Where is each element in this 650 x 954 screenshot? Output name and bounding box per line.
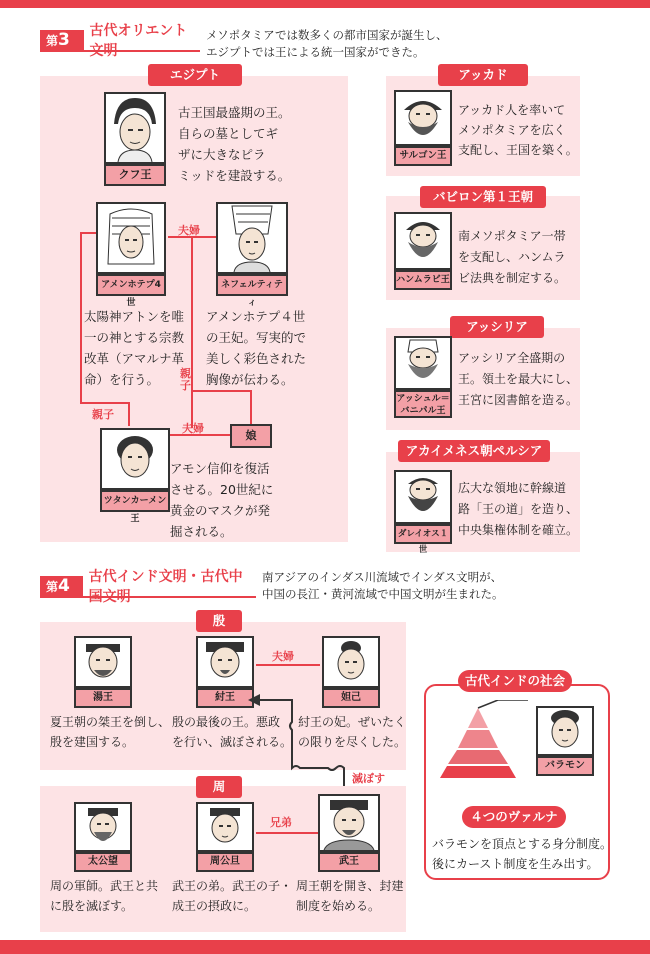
desc-line: 武王の弟。武王の子・	[172, 879, 293, 893]
desc-line: メソポタミアを広く	[458, 123, 566, 137]
intro-line: エジプトでは王による統一国家ができた。	[206, 45, 425, 59]
desc-line: アモン信仰を復活	[170, 461, 270, 476]
destroy-arrow	[244, 690, 364, 800]
desc-line: 制度を始める。	[296, 899, 381, 913]
nefertiti-name: ネフェルティティ	[216, 274, 288, 296]
varna-header: ４つのヴァルナ	[462, 806, 566, 828]
tutankhamun-desc	[170, 458, 273, 542]
desc-line: の限りを尽くした。	[298, 735, 407, 749]
desc-line: 自らの墓としてギ	[178, 126, 279, 141]
desc-line: 成王の摂政に。	[172, 899, 257, 913]
wu-king-portrait	[318, 794, 380, 852]
sargon-name: サルゴン王	[394, 146, 452, 166]
desc-line: アッシリア全盛期の	[458, 351, 566, 365]
desc-line: 一の神とする宗教	[84, 330, 185, 345]
desc-line: 支配し、王国を築く。	[458, 143, 578, 157]
varna-desc	[432, 834, 612, 874]
desc-line: 周王朝を開き、封建	[296, 879, 404, 893]
amenhotep-desc	[84, 306, 184, 390]
brothers-line	[256, 832, 318, 834]
amenhotep-name: アメンホテプ4世	[96, 274, 166, 296]
duke-zhou-name: 周公旦	[196, 852, 254, 872]
desc-line: 掘される。	[170, 524, 233, 539]
desc-line: 路「王の道」を造り、	[458, 502, 579, 516]
desc-line: 夏王朝の桀王を倒し、	[50, 715, 171, 729]
parent-line	[80, 402, 130, 404]
khufu-portrait	[104, 92, 166, 164]
taigong-name: 太公望	[74, 852, 132, 872]
persia-header: アカイメネス朝ペルシア	[398, 440, 550, 462]
khufu-name: クフ王	[104, 164, 166, 186]
nefertiti-desc	[206, 306, 306, 390]
desc-line: 周の軍師。武王と共	[50, 879, 159, 893]
hammurabi-name: ハンムラビ王	[394, 270, 452, 290]
tutankhamun-name: ツタンカーメン王	[100, 490, 170, 512]
hammurabi-desc	[458, 226, 566, 289]
yin-destroy-label: 滅ぼす	[352, 772, 385, 785]
desc-line: させる。20世紀に	[170, 482, 274, 497]
egypt-parent-label-2: 親子	[180, 367, 191, 392]
taigong-portrait	[74, 802, 132, 852]
chapter-4-heading	[40, 569, 256, 612]
couple-line	[256, 664, 320, 666]
tang-portrait	[74, 636, 132, 688]
zhou-header: 周	[196, 776, 242, 798]
zhou-brothers-label: 兄弟	[270, 816, 292, 829]
egypt-couple-label-2: 夫婦	[182, 422, 204, 435]
chapter-3-title: 古代オリエント文明	[89, 23, 188, 59]
desc-line: 古王国最盛期の王。	[178, 105, 291, 120]
daji-name: 妲己	[322, 688, 380, 708]
ashurbanipal-portrait	[394, 336, 452, 390]
babylon-header: バビロン第１王朝	[420, 186, 546, 208]
egypt-parent-label-1: 親子	[92, 408, 114, 421]
desc-line: バラモンを頂点とする身分制度。	[432, 837, 613, 851]
intro-line: 中国の長江・黄河流域で中国文明が生まれた。	[262, 587, 504, 601]
desc-line: 南メソポタミア一帯	[458, 229, 566, 243]
brahmin-portrait	[536, 706, 594, 756]
name-line: バニパル王	[400, 406, 446, 416]
desc-line: 胸像が伝わる。	[206, 372, 294, 387]
desc-line: を行い、滅ぼされる。	[172, 735, 293, 749]
desc-line: 美しく彩色された	[206, 351, 307, 366]
yin-couple-label: 夫婦	[272, 650, 294, 663]
egypt-couple-label: 夫婦	[178, 224, 200, 237]
desc-line: 命）を行う。	[84, 372, 160, 387]
desc-line: 王宮に図書館を造る。	[458, 393, 579, 407]
parent-line	[250, 390, 252, 424]
daughter-name: 娘	[230, 424, 272, 448]
chapter-4-title: 古代インド文明・古代中国文明	[88, 569, 243, 605]
darius-portrait	[394, 470, 452, 524]
chapter-3-heading	[40, 23, 200, 66]
chapter-3-label: 第3章	[40, 30, 84, 50]
desc-line: を支配し、ハンムラ	[458, 250, 566, 264]
zhou-king-name: 紂王	[196, 688, 254, 708]
desc-line: ミッドを建設する。	[178, 168, 291, 183]
taigong-desc	[50, 876, 158, 916]
name-line: アッシュル＝	[396, 394, 450, 404]
duke-zhou-desc	[172, 876, 292, 916]
varna-pyramid	[428, 700, 528, 780]
parent-line	[192, 390, 252, 392]
brahmin-name: バラモン	[536, 756, 594, 776]
sargon-portrait	[394, 90, 452, 146]
desc-line: 改革（アマルナ革	[84, 351, 185, 366]
sargon-desc	[458, 100, 578, 160]
intro-line: 南アジアのインダス川流域でインダス文明が、	[262, 570, 503, 584]
parent-line	[191, 238, 193, 428]
desc-line: アッカド人を率いて	[458, 103, 566, 117]
india-header: 古代インドの社会	[458, 670, 572, 692]
desc-line: 殷を建国する。	[50, 735, 135, 749]
parent-line	[80, 232, 82, 404]
desc-line: 殷の最後の王。悪政	[172, 715, 281, 729]
bottom-accent-bar	[0, 940, 650, 954]
ashurbanipal-name	[394, 390, 452, 418]
desc-line: アメンホテプ４世	[206, 309, 306, 324]
yin-header: 殷	[196, 610, 242, 632]
parent-line	[128, 402, 130, 426]
tutankhamun-portrait	[100, 428, 170, 490]
hammurabi-portrait	[394, 212, 452, 270]
wu-king-desc	[296, 876, 404, 916]
desc-line: 黄金のマスクが発	[170, 503, 271, 518]
nefertiti-portrait	[216, 202, 288, 274]
zhou-king-portrait	[196, 636, 254, 688]
desc-line: の王妃。写実的で	[206, 330, 307, 345]
khufu-desc	[178, 102, 291, 186]
amenhotep-portrait	[96, 202, 166, 274]
assyria-header: アッシリア	[450, 316, 544, 338]
desc-line: 太陽神アトンを唯	[84, 309, 185, 324]
desc-line: 広大な領地に幹線道	[458, 481, 567, 495]
desc-line: 後にカースト制度を生み出す。	[432, 857, 599, 871]
top-accent-bar	[0, 0, 650, 8]
duke-zhou-portrait	[196, 802, 254, 852]
desc-line: 紂王の妃。ぜいたく	[298, 715, 407, 729]
chapter-4-intro	[262, 569, 504, 603]
desc-line: ザに大きなピラ	[178, 147, 266, 162]
ashurbanipal-desc	[458, 348, 578, 411]
tang-name: 湯王	[74, 688, 132, 708]
akkad-header: アッカド	[438, 64, 528, 86]
desc-line: ビ法典を制定する。	[458, 271, 567, 285]
chapter-4-label: 第4章	[40, 576, 83, 596]
daji-portrait	[322, 636, 380, 688]
darius-desc	[458, 478, 578, 541]
wu-king-name: 武王	[318, 852, 380, 872]
chapter-3-intro	[206, 27, 448, 61]
egypt-header: エジプト	[148, 64, 242, 86]
desc-line: に殷を滅ぼす。	[50, 899, 134, 913]
tang-desc	[50, 712, 170, 752]
intro-line: メソポタミアでは数多くの都市国家が誕生し、	[206, 28, 448, 42]
darius-name: ダレイオス１世	[394, 524, 452, 544]
desc-line: 中央集権体制を確立。	[458, 523, 579, 537]
desc-line: 王。領土を最大にし、	[458, 372, 579, 386]
